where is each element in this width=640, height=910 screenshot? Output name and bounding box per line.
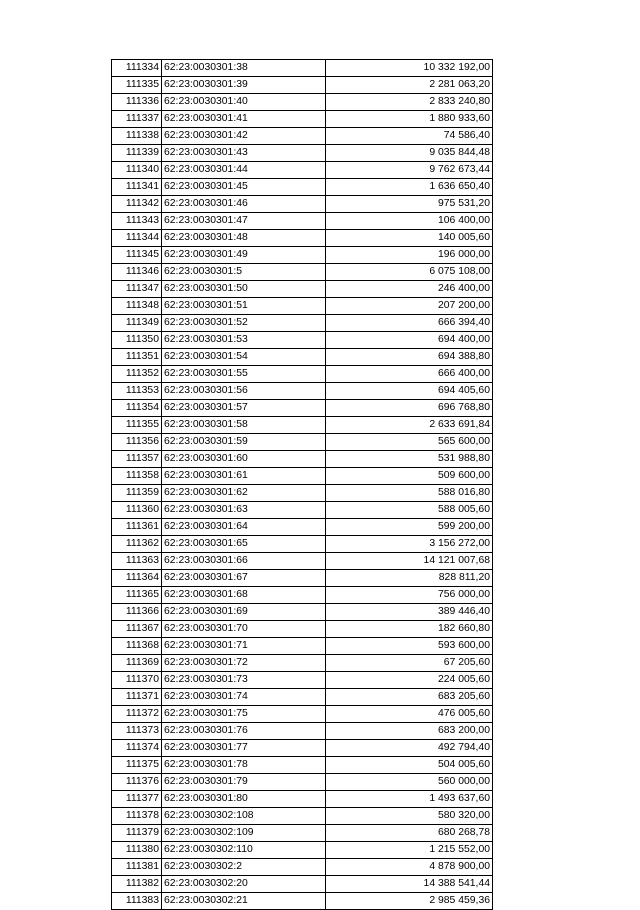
row-number-cell: 111338 bbox=[112, 128, 162, 145]
cadastral-value-cell: 666 400,00 bbox=[326, 366, 493, 383]
table-row bbox=[112, 298, 493, 315]
cadastral-value-cell: 694 400,00 bbox=[326, 332, 493, 349]
cadastral-number-cell: 62:23:0030301:74 bbox=[162, 689, 326, 706]
row-number-cell: 111373 bbox=[112, 723, 162, 740]
row-number-cell: 111357 bbox=[112, 451, 162, 468]
row-number-cell: 111363 bbox=[112, 553, 162, 570]
row-number-cell: 111378 bbox=[112, 808, 162, 825]
table-row bbox=[112, 230, 493, 247]
table-row bbox=[112, 264, 493, 281]
cadastral-number-cell: 62:23:0030301:76 bbox=[162, 723, 326, 740]
cadastral-value-cell: 694 388,80 bbox=[326, 349, 493, 366]
table-body bbox=[112, 60, 493, 910]
row-number-cell: 111342 bbox=[112, 196, 162, 213]
row-number-cell: 111353 bbox=[112, 383, 162, 400]
table-row bbox=[112, 281, 493, 298]
cadastral-number-cell: 62:23:0030301:66 bbox=[162, 553, 326, 570]
cadastral-value-table bbox=[111, 59, 493, 910]
cadastral-value-cell: 182 660,80 bbox=[326, 621, 493, 638]
cadastral-number-cell: 62:23:0030301:67 bbox=[162, 570, 326, 587]
table-row bbox=[112, 672, 493, 689]
row-number-cell: 111335 bbox=[112, 77, 162, 94]
cadastral-number-cell: 62:23:0030302:108 bbox=[162, 808, 326, 825]
cadastral-number-cell: 62:23:0030301:48 bbox=[162, 230, 326, 247]
cadastral-value-cell: 74 586,40 bbox=[326, 128, 493, 145]
cadastral-number-cell: 62:23:0030301:62 bbox=[162, 485, 326, 502]
cadastral-value-cell: 196 000,00 bbox=[326, 247, 493, 264]
row-number-cell: 111370 bbox=[112, 672, 162, 689]
cadastral-value-cell: 975 531,20 bbox=[326, 196, 493, 213]
table-row bbox=[112, 77, 493, 94]
table-row bbox=[112, 689, 493, 706]
table-row bbox=[112, 179, 493, 196]
row-number-cell: 111379 bbox=[112, 825, 162, 842]
cadastral-number-cell: 62:23:0030301:54 bbox=[162, 349, 326, 366]
row-number-cell: 111367 bbox=[112, 621, 162, 638]
table-row bbox=[112, 94, 493, 111]
row-number-cell: 111350 bbox=[112, 332, 162, 349]
table-row bbox=[112, 723, 493, 740]
cadastral-value-cell: 67 205,60 bbox=[326, 655, 493, 672]
cadastral-value-cell: 2 281 063,20 bbox=[326, 77, 493, 94]
cadastral-value-cell: 10 332 192,00 bbox=[326, 60, 493, 77]
cadastral-value-cell: 694 405,60 bbox=[326, 383, 493, 400]
cadastral-value-cell: 696 768,80 bbox=[326, 400, 493, 417]
row-number-cell: 111359 bbox=[112, 485, 162, 502]
cadastral-value-cell: 3 156 272,00 bbox=[326, 536, 493, 553]
row-number-cell: 111368 bbox=[112, 638, 162, 655]
cadastral-value-cell: 2 985 459,36 bbox=[326, 893, 493, 910]
row-number-cell: 111341 bbox=[112, 179, 162, 196]
row-number-cell: 111345 bbox=[112, 247, 162, 264]
cadastral-number-cell: 62:23:0030301:39 bbox=[162, 77, 326, 94]
cadastral-number-cell: 62:23:0030302:110 bbox=[162, 842, 326, 859]
cadastral-number-cell: 62:23:0030301:49 bbox=[162, 247, 326, 264]
cadastral-value-cell: 1 493 637,60 bbox=[326, 791, 493, 808]
row-number-cell: 111372 bbox=[112, 706, 162, 723]
cadastral-number-cell: 62:23:0030301:73 bbox=[162, 672, 326, 689]
row-number-cell: 111355 bbox=[112, 417, 162, 434]
table-row bbox=[112, 655, 493, 672]
cadastral-value-cell: 6 075 108,00 bbox=[326, 264, 493, 281]
cadastral-value-cell: 683 205,60 bbox=[326, 689, 493, 706]
cadastral-number-cell: 62:23:0030301:53 bbox=[162, 332, 326, 349]
table-row bbox=[112, 332, 493, 349]
cadastral-number-cell: 62:23:0030301:65 bbox=[162, 536, 326, 553]
cadastral-number-cell: 62:23:0030301:70 bbox=[162, 621, 326, 638]
table-row bbox=[112, 757, 493, 774]
row-number-cell: 111360 bbox=[112, 502, 162, 519]
cadastral-value-cell: 246 400,00 bbox=[326, 281, 493, 298]
table-row bbox=[112, 128, 493, 145]
table-row bbox=[112, 587, 493, 604]
table-row bbox=[112, 468, 493, 485]
cadastral-value-cell: 1 215 552,00 bbox=[326, 842, 493, 859]
cadastral-value-cell: 492 794,40 bbox=[326, 740, 493, 757]
row-number-cell: 111356 bbox=[112, 434, 162, 451]
cadastral-number-cell: 62:23:0030301:72 bbox=[162, 655, 326, 672]
cadastral-value-cell: 580 320,00 bbox=[326, 808, 493, 825]
table-row bbox=[112, 774, 493, 791]
table-row bbox=[112, 247, 493, 264]
table-row bbox=[112, 638, 493, 655]
row-number-cell: 111362 bbox=[112, 536, 162, 553]
row-number-cell: 111377 bbox=[112, 791, 162, 808]
cadastral-number-cell: 62:23:0030301:61 bbox=[162, 468, 326, 485]
table-row bbox=[112, 366, 493, 383]
row-number-cell: 111348 bbox=[112, 298, 162, 315]
cadastral-value-cell: 389 446,40 bbox=[326, 604, 493, 621]
cadastral-value-cell: 224 005,60 bbox=[326, 672, 493, 689]
cadastral-value-cell: 9 762 673,44 bbox=[326, 162, 493, 179]
cadastral-number-cell: 62:23:0030302:109 bbox=[162, 825, 326, 842]
table-row bbox=[112, 111, 493, 128]
row-number-cell: 111364 bbox=[112, 570, 162, 587]
row-number-cell: 111369 bbox=[112, 655, 162, 672]
table-row bbox=[112, 434, 493, 451]
cadastral-number-cell: 62:23:0030301:47 bbox=[162, 213, 326, 230]
cadastral-number-cell: 62:23:0030301:46 bbox=[162, 196, 326, 213]
cadastral-value-cell: 599 200,00 bbox=[326, 519, 493, 536]
table-row bbox=[112, 570, 493, 587]
cadastral-number-cell: 62:23:0030301:75 bbox=[162, 706, 326, 723]
cadastral-value-cell: 593 600,00 bbox=[326, 638, 493, 655]
cadastral-number-cell: 62:23:0030301:38 bbox=[162, 60, 326, 77]
cadastral-value-cell: 9 035 844,48 bbox=[326, 145, 493, 162]
cadastral-number-cell: 62:23:0030301:64 bbox=[162, 519, 326, 536]
table-row bbox=[112, 145, 493, 162]
cadastral-value-cell: 565 600,00 bbox=[326, 434, 493, 451]
cadastral-number-cell: 62:23:0030301:59 bbox=[162, 434, 326, 451]
cadastral-value-cell: 756 000,00 bbox=[326, 587, 493, 604]
table-row bbox=[112, 485, 493, 502]
row-number-cell: 111340 bbox=[112, 162, 162, 179]
cadastral-value-cell: 504 005,60 bbox=[326, 757, 493, 774]
cadastral-value-cell: 588 005,60 bbox=[326, 502, 493, 519]
cadastral-value-cell: 560 000,00 bbox=[326, 774, 493, 791]
cadastral-value-cell: 828 811,20 bbox=[326, 570, 493, 587]
cadastral-number-cell: 62:23:0030301:80 bbox=[162, 791, 326, 808]
row-number-cell: 111352 bbox=[112, 366, 162, 383]
row-number-cell: 111366 bbox=[112, 604, 162, 621]
row-number-cell: 111346 bbox=[112, 264, 162, 281]
row-number-cell: 111339 bbox=[112, 145, 162, 162]
table-row bbox=[112, 825, 493, 842]
table-row bbox=[112, 417, 493, 434]
cadastral-number-cell: 62:23:0030301:57 bbox=[162, 400, 326, 417]
row-number-cell: 111337 bbox=[112, 111, 162, 128]
cadastral-number-cell: 62:23:0030301:69 bbox=[162, 604, 326, 621]
row-number-cell: 111334 bbox=[112, 60, 162, 77]
table-row bbox=[112, 842, 493, 859]
table-row bbox=[112, 162, 493, 179]
cadastral-value-cell: 1 636 650,40 bbox=[326, 179, 493, 196]
cadastral-value-cell: 680 268,78 bbox=[326, 825, 493, 842]
cadastral-number-cell: 62:23:0030301:58 bbox=[162, 417, 326, 434]
table-row bbox=[112, 553, 493, 570]
table-row bbox=[112, 740, 493, 757]
cadastral-number-cell: 62:23:0030301:77 bbox=[162, 740, 326, 757]
cadastral-value-cell: 2 833 240,80 bbox=[326, 94, 493, 111]
cadastral-value-cell: 666 394,40 bbox=[326, 315, 493, 332]
cadastral-value-cell: 476 005,60 bbox=[326, 706, 493, 723]
row-number-cell: 111376 bbox=[112, 774, 162, 791]
table-row bbox=[112, 519, 493, 536]
cadastral-value-cell: 588 016,80 bbox=[326, 485, 493, 502]
cadastral-number-cell: 62:23:0030301:78 bbox=[162, 757, 326, 774]
cadastral-value-cell: 2 633 691,84 bbox=[326, 417, 493, 434]
table-row bbox=[112, 196, 493, 213]
cadastral-value-cell: 14 121 007,68 bbox=[326, 553, 493, 570]
row-number-cell: 111380 bbox=[112, 842, 162, 859]
row-number-cell: 111375 bbox=[112, 757, 162, 774]
row-number-cell: 111381 bbox=[112, 859, 162, 876]
table-row bbox=[112, 893, 493, 910]
table-row bbox=[112, 60, 493, 77]
row-number-cell: 111347 bbox=[112, 281, 162, 298]
cadastral-number-cell: 62:23:0030301:79 bbox=[162, 774, 326, 791]
cadastral-number-cell: 62:23:0030301:40 bbox=[162, 94, 326, 111]
table-row bbox=[112, 859, 493, 876]
cadastral-number-cell: 62:23:0030302:21 bbox=[162, 893, 326, 910]
row-number-cell: 111354 bbox=[112, 400, 162, 417]
row-number-cell: 111365 bbox=[112, 587, 162, 604]
table-row bbox=[112, 400, 493, 417]
cadastral-value-cell: 531 988,80 bbox=[326, 451, 493, 468]
row-number-cell: 111351 bbox=[112, 349, 162, 366]
cadastral-number-cell: 62:23:0030301:44 bbox=[162, 162, 326, 179]
table-row bbox=[112, 706, 493, 723]
table-row bbox=[112, 315, 493, 332]
cadastral-value-cell: 683 200,00 bbox=[326, 723, 493, 740]
table-row bbox=[112, 349, 493, 366]
cadastral-number-cell: 62:23:0030301:5 bbox=[162, 264, 326, 281]
row-number-cell: 111358 bbox=[112, 468, 162, 485]
row-number-cell: 111374 bbox=[112, 740, 162, 757]
cadastral-number-cell: 62:23:0030301:71 bbox=[162, 638, 326, 655]
cadastral-number-cell: 62:23:0030301:60 bbox=[162, 451, 326, 468]
table-row bbox=[112, 383, 493, 400]
cadastral-number-cell: 62:23:0030301:42 bbox=[162, 128, 326, 145]
cadastral-value-cell: 509 600,00 bbox=[326, 468, 493, 485]
table-row bbox=[112, 536, 493, 553]
cadastral-value-cell: 1 880 933,60 bbox=[326, 111, 493, 128]
row-number-cell: 111371 bbox=[112, 689, 162, 706]
cadastral-number-cell: 62:23:0030301:63 bbox=[162, 502, 326, 519]
table-row bbox=[112, 213, 493, 230]
table-row bbox=[112, 451, 493, 468]
cadastral-number-cell: 62:23:0030301:56 bbox=[162, 383, 326, 400]
cadastral-value-cell: 14 388 541,44 bbox=[326, 876, 493, 893]
row-number-cell: 111382 bbox=[112, 876, 162, 893]
cadastral-number-cell: 62:23:0030301:43 bbox=[162, 145, 326, 162]
row-number-cell: 111336 bbox=[112, 94, 162, 111]
cadastral-number-cell: 62:23:0030301:50 bbox=[162, 281, 326, 298]
row-number-cell: 111343 bbox=[112, 213, 162, 230]
cadastral-number-cell: 62:23:0030301:68 bbox=[162, 587, 326, 604]
cadastral-number-cell: 62:23:0030301:52 bbox=[162, 315, 326, 332]
row-number-cell: 111383 bbox=[112, 893, 162, 910]
cadastral-number-cell: 62:23:0030301:41 bbox=[162, 111, 326, 128]
row-number-cell: 111344 bbox=[112, 230, 162, 247]
table-row bbox=[112, 604, 493, 621]
table-row bbox=[112, 621, 493, 638]
cadastral-number-cell: 62:23:0030301:51 bbox=[162, 298, 326, 315]
row-number-cell: 111361 bbox=[112, 519, 162, 536]
table-row bbox=[112, 808, 493, 825]
row-number-cell: 111349 bbox=[112, 315, 162, 332]
cadastral-value-cell: 106 400,00 bbox=[326, 213, 493, 230]
cadastral-number-cell: 62:23:0030301:55 bbox=[162, 366, 326, 383]
table-row bbox=[112, 876, 493, 893]
cadastral-value-cell: 140 005,60 bbox=[326, 230, 493, 247]
cadastral-value-cell: 4 878 900,00 bbox=[326, 859, 493, 876]
cadastral-number-cell: 62:23:0030302:2 bbox=[162, 859, 326, 876]
cadastral-number-cell: 62:23:0030301:45 bbox=[162, 179, 326, 196]
cadastral-number-cell: 62:23:0030302:20 bbox=[162, 876, 326, 893]
table-row bbox=[112, 791, 493, 808]
table-row bbox=[112, 502, 493, 519]
cadastral-value-cell: 207 200,00 bbox=[326, 298, 493, 315]
